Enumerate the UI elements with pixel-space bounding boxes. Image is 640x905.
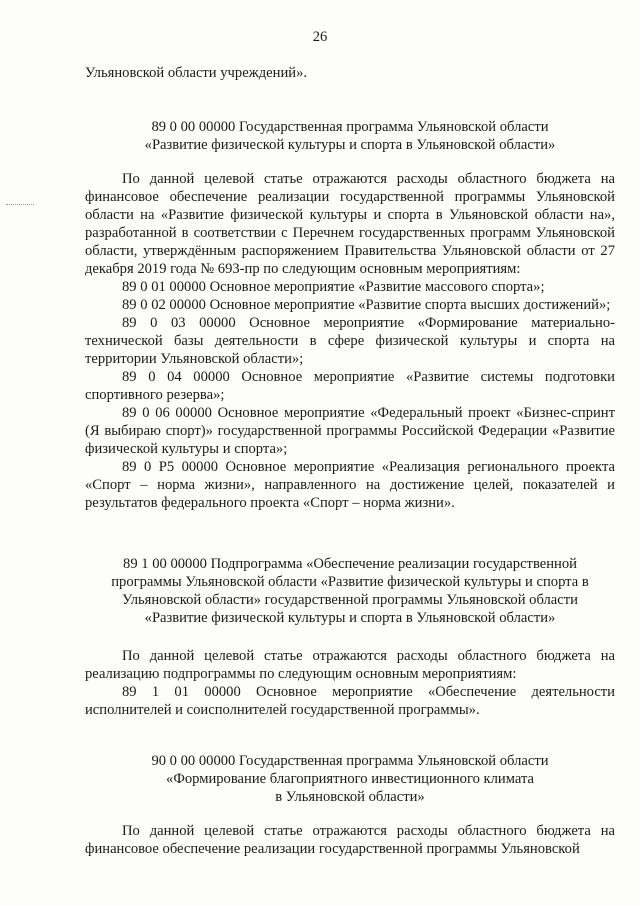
page-number: 26 [312,29,328,45]
section-heading [85,118,615,154]
heading-line: 89 0 00 00000 Государственная программа Ульяновской области [151,119,549,135]
margin-mark [6,204,34,205]
heading-line: в Ульяновской области» [275,789,425,805]
list-item: 89 0 03 00000 Основное мероприятие «Формирование материально-технической базы деятельности в сфере физической культуры и спорта на территории Ульяновской области»; [85,315,615,367]
section-heading [85,752,615,806]
heading-line: 89 1 00 00000 Подпрограмма «Обеспечение реализации государственной [123,556,577,572]
heading-line: «Развитие физической культуры и спорта в Ульяновской области» [144,137,556,153]
list-item: 89 0 02 00000 Основное мероприятие «Развитие спорта высших достижений»; [122,297,611,313]
heading-line: программы Ульяновской области «Развитие физической культуры и спорта в [111,574,589,590]
paragraph: По данной целевой статье отражаются расходы областного бюджета на финансовое обеспечение реализации государственной программы Ульяновской [85,823,615,857]
paragraph: По данной целевой статье отражаются расходы областного бюджета на финансовое обеспечение реализации государственной программы Ульяновской области на «Развитие физической культуры и спорта в Ульяновской области на», разработанной в соответствии с Перечнем государственных программ Ульяновской области, утверждённым распоряжением Правительства Ульяновской области от 27 декабря 2019 года № 693-пр по следующим основным мероприятиям: [85,171,615,277]
list-item: 89 0 06 00000 Основное мероприятие «Федеральный проект «Бизнес-спринт (Я выбираю спорт)» государственной программы Российской Федерации «Развитие физической культуры и спорта»; [85,405,615,457]
heading-line: «Развитие физической культуры и спорта в Ульяновской области» [144,610,556,626]
section-body [85,170,615,512]
section-body [85,822,615,858]
list-item: 89 1 01 00000 Основное мероприятие «Обеспечение деятельности исполнителей и соисполнителей государственной программы». [85,684,615,718]
heading-line: «Формирование благоприятного инвестиционного климата [166,771,534,787]
section-body [85,647,615,719]
list-item: 89 0 04 00000 Основное мероприятие «Развитие системы подготовки спортивного резерва»; [85,369,615,403]
paragraph: По данной целевой статье отражаются расходы областного бюджета на реализацию подпрограммы по следующим основным мероприятиям: [85,648,615,682]
list-item: 89 0 Р5 00000 Основное мероприятие «Реализация регионального проекта «Спорт – норма жизни», направленного на достижение целей, показателей и результатов федерального проекта «Спорт – норма жизни». [85,459,615,511]
continuation-text: Ульяновской области учреждений». [85,65,308,81]
heading-line: 90 0 00 00000 Государственная программа Ульяновской области [151,753,549,769]
heading-line: Ульяновской области» государственной программы Ульяновской области [122,592,578,608]
list-item: 89 0 01 00000 Основное мероприятие «Развитие массового спорта»; [122,279,545,295]
section-heading [85,555,615,627]
